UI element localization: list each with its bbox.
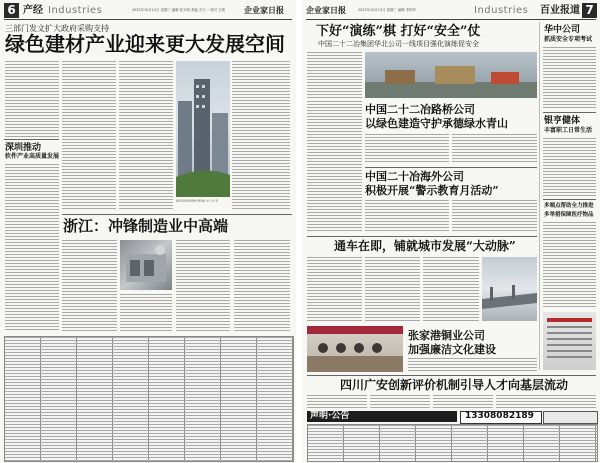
date-line-left: 2022年10月12日 星期三 编辑 张天明 美编 关天一 校对 王刚 [132, 7, 225, 12]
story-1-headline: 下好“演练”棋 打好“安全”仗 [316, 24, 481, 39]
left-data-table [4, 336, 294, 462]
right-text-band-1 [307, 395, 367, 409]
sidebar-2-title-1: 银亨健体 [544, 116, 581, 126]
story-1-text-col-1 [307, 52, 362, 98]
sidebar-1-text [543, 47, 596, 109]
story-4-text-col-3 [423, 257, 479, 321]
lead-text-col-3 [119, 61, 173, 211]
story-2-text-col-2 [365, 134, 449, 164]
date-line-right: 2022年10月12日 星期三 编辑 李国华 [358, 7, 416, 12]
building-photo-caption: 绿色环保的先进建材在建筑施工中广泛应用 [176, 199, 218, 203]
zhejiang-headline: 浙江：冲锋制造业中高端 [63, 217, 229, 235]
story-5-headline-1: 张家港铜业公司 [408, 329, 485, 342]
page-number-right: 7 [582, 3, 597, 18]
zhejiang-text-col-3 [176, 240, 230, 332]
story-1-subtitle: 中国二十二冶集团华北公司一线项目强化演练促安全 [318, 40, 479, 48]
left-page [0, 0, 296, 463]
sidebar-1-title-2: 抓质安全专项考试 [544, 36, 593, 43]
story-2-headline-2: 以绿色建造守护承德绿水青山 [365, 117, 508, 130]
sidebar-2-title-2: 丰富职工日常生活 [544, 127, 593, 134]
lead-text-col-4 [232, 61, 290, 211]
story-5-headline-2: 加强廉洁文化建设 [408, 343, 496, 356]
building-illustration [176, 61, 230, 197]
story-3-text-col-2 [452, 200, 537, 233]
road-scene [482, 257, 537, 321]
sidebar-1-title-1: 华中公司 [544, 25, 581, 35]
right-page [302, 0, 600, 463]
story-4-photo [482, 257, 537, 321]
story-4-headline: 通车在即，铺就城市发展“大动脉” [334, 239, 516, 253]
building-photo [176, 61, 230, 197]
ad-title: 声明·公告 [310, 411, 350, 421]
story-2-text-col-1 [307, 101, 362, 233]
ad-phone-bar [460, 411, 542, 424]
lead-text-col-1 [5, 61, 59, 137]
drill-scene [365, 52, 537, 98]
page-number-left: 6 [4, 3, 19, 18]
sidebar-3-title-1: 多端点帮助全力推进 [544, 203, 594, 209]
right-ad-table [307, 424, 598, 462]
story-1-photo [365, 52, 537, 98]
section-en-right: Industries [474, 5, 529, 16]
story-3-text-col-1 [365, 200, 449, 233]
section-title-right: 百业报道 [540, 5, 580, 16]
factory-illustration [120, 240, 172, 290]
meeting-scene [307, 326, 403, 372]
zhejiang-text-col-4 [234, 240, 290, 332]
side-story-text [5, 164, 59, 332]
ad-phone: 13308082189 [465, 411, 534, 421]
masthead-right: 企业家日报 [306, 5, 346, 15]
side-story-title-2: 软件产业高质量发展 [5, 153, 60, 160]
section-title-left: 产经 [23, 5, 43, 16]
story-3-headline-2: 积极开展“警示教育月活动” [365, 184, 499, 197]
right-text-band-4 [496, 395, 596, 409]
right-text-band-3 [433, 395, 493, 409]
story-2-text-col-3 [452, 134, 537, 164]
meeting-photo [307, 326, 403, 372]
factory-photo [120, 240, 172, 290]
zhejiang-text-col-1 [62, 240, 117, 332]
lead-headline: 绿色建材产业迎来更大发展空间 [5, 32, 285, 56]
sidebar-photo [543, 312, 596, 370]
zhejiang-text-col-2 [120, 294, 172, 332]
masthead-left: 企业家日报 [244, 5, 284, 15]
lead-text-col-2 [62, 61, 116, 211]
ad-logo-box [543, 411, 598, 424]
story-3-headline-1: 中国二十冶海外公司 [365, 170, 464, 183]
story-2-headline-1: 中国二十二冶路桥公司 [365, 103, 475, 116]
sidebar-illustration [543, 312, 596, 370]
sidebar-3-title-2: 多举措保障医疗物品 [544, 212, 594, 218]
story-4-text-col-2 [365, 257, 420, 321]
story-4-text-col-1 [307, 257, 362, 321]
side-story-title-1: 深圳推动 [5, 143, 42, 153]
section-en-left: Industries [48, 5, 103, 16]
story-5-text [408, 358, 537, 372]
sidebar-2-text [543, 138, 596, 196]
sidebar-3-text [543, 222, 596, 308]
story-6-headline: 四川广安创新评价机制引导人才向基层流动 [340, 378, 569, 392]
ad-title-bar [307, 411, 457, 422]
right-text-band-2 [370, 395, 430, 409]
lead-kicker: 三部门发文扩大政府采购支持 [5, 24, 109, 33]
